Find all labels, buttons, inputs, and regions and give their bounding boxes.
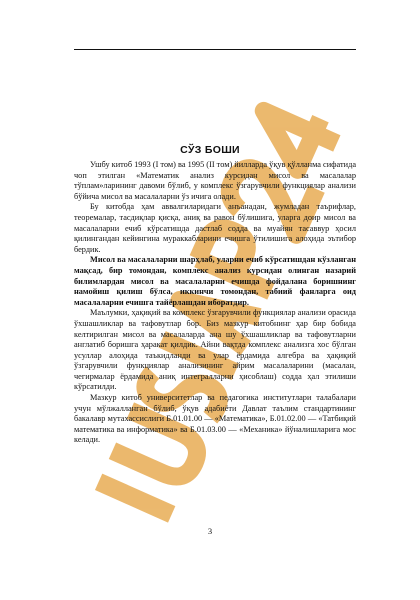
header-rule (74, 49, 356, 50)
paragraph: Ушбу китоб 1993 (I том) ва 1995 (II том) йилларда ўқув қўлланма сифатида чоп этилган «Математик анализ курсидан мисол ва масалалар тўплам»ларининг давоми бўлиб, у комплекс ўзгарувчили функциялар анализи бўйича мисол ва масалаларни ўз ичига олади. (74, 160, 356, 201)
paragraph: Маълумки, ҳақиқий ва комплекс ўзгарувчили функциялар анализи орасида ўхшашликлар ва тафовутлар бор. Биз мазкур китобнинг ҳар бир бобида келтирилган мисол ва масалаларда ана шу ўхшашликлар ва тафовутларни англатиб боришга ҳаракат қилдик. Айни вақтда комплекс анализга хос бўлган усуллар алоҳида таъкидланди ва улар ёрдамида алгебра ва ҳақиқий ўзгарувчили функциялар анализининг айрим масалаларини (масалан, чегирмалар ёрдамида аниқ интегралларни ҳисоблаш) содда ҳал этилиши кўрсатилди. (74, 308, 356, 392)
paragraph: Бу китобда ҳам аввалгиларидаги анъанадан, жумладан таърифлар, теоремалар, тасдиқлар қисқа, аниқ ва равон бўлишига, уларга доир мисол ва масалаларни ечиб кўрсатишда дастлаб содда ва муайян тасаввур ҳосил қилингандан кейингина мураккабларини ечишга ўтилишига алоҳида эътибор бердик. (74, 202, 356, 254)
page-title: СЎЗ БОШИ (180, 144, 240, 156)
document-body (74, 160, 356, 446)
page-number: 3 (207, 526, 213, 536)
paragraph: Мазкур китоб университетлар ва педагогика институтлари талабалари учун мўлжалланган бўлиб, ўқув адабиёти Давлат таълим стандартининг бакалавр мутахассислиги Б.01.01.00 — «Математика», Б.01.02.00 — «Татбиқий математика ва информатика» ва Б.01.03.00 — «Механика» йўналишларига мос келади. (74, 393, 356, 445)
paragraph-bold: Мисол ва масалаларни шарҳлаб, уларни ечиб кўрсатишдан кўзланган мақсад, бир томондан, комплекс анализ курсидан олинган назарий билимлардан мисол ва масалаларни ечишда фойдалана боришнинг намойиш қилиш бўлса, иккинчи томондан, табиий фанларга оид масалаларни ечишга тайёрлашдан иборатдир. (74, 255, 356, 307)
